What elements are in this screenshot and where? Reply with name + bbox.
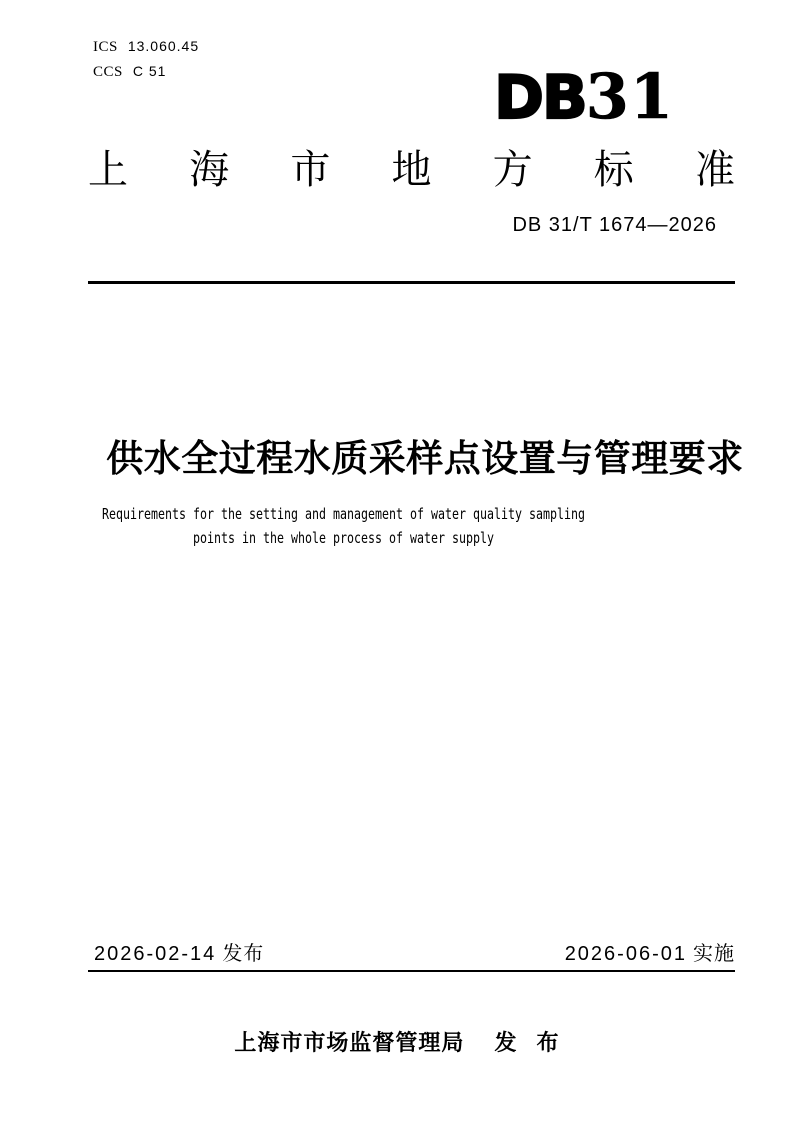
db31-logo-region: 31 [585, 60, 674, 133]
standard-type-char: 标 [593, 148, 634, 192]
footer-divider-line [88, 970, 735, 972]
standard-type-char: 市 [290, 148, 331, 192]
db31-logo-prefix: DB [494, 63, 586, 133]
document-title-cn: 供水全过程水质采样点设置与管理要求 [106, 438, 744, 479]
ics-value: 13.060.45 [127, 38, 200, 54]
standard-type-char: 海 [189, 148, 230, 192]
standard-type-char: 准 [694, 148, 735, 192]
ccs-label: CCS [93, 64, 123, 80]
publisher-line [0, 1026, 794, 1057]
implement-label: 实施 [693, 943, 735, 965]
ics-code-line [93, 34, 199, 59]
standard-type-char: 方 [492, 148, 533, 192]
standard-type-char: 上 [88, 148, 128, 192]
document-title-en-line1: Requirements for the setting and management of water quality sampling [102, 505, 585, 523]
ics-label: ICS [93, 39, 118, 55]
ccs-code-line [93, 59, 199, 84]
classification-codes [93, 34, 199, 84]
db31-logo [494, 60, 674, 133]
header-divider-line [88, 281, 735, 284]
document-title-en-line2: points in the whole process of water supply [193, 529, 494, 547]
issue-date-block [88, 941, 264, 967]
standard-type-title [88, 146, 735, 194]
issue-date: 2026-02-14 [94, 943, 217, 965]
publish-label: 发 布 [494, 1030, 560, 1055]
publisher-name: 上海市市场监督管理局 [234, 1030, 465, 1055]
document-title-en [90, 502, 597, 550]
implement-date-block [565, 941, 735, 967]
standard-type-char: 地 [391, 148, 432, 192]
issue-label: 发布 [222, 943, 265, 965]
standard-number: DB 31/T 1674—2026 [512, 214, 717, 236]
dates-row [88, 941, 735, 967]
ccs-value: C 51 [132, 63, 167, 79]
implement-date: 2026-06-01 [564, 943, 687, 965]
